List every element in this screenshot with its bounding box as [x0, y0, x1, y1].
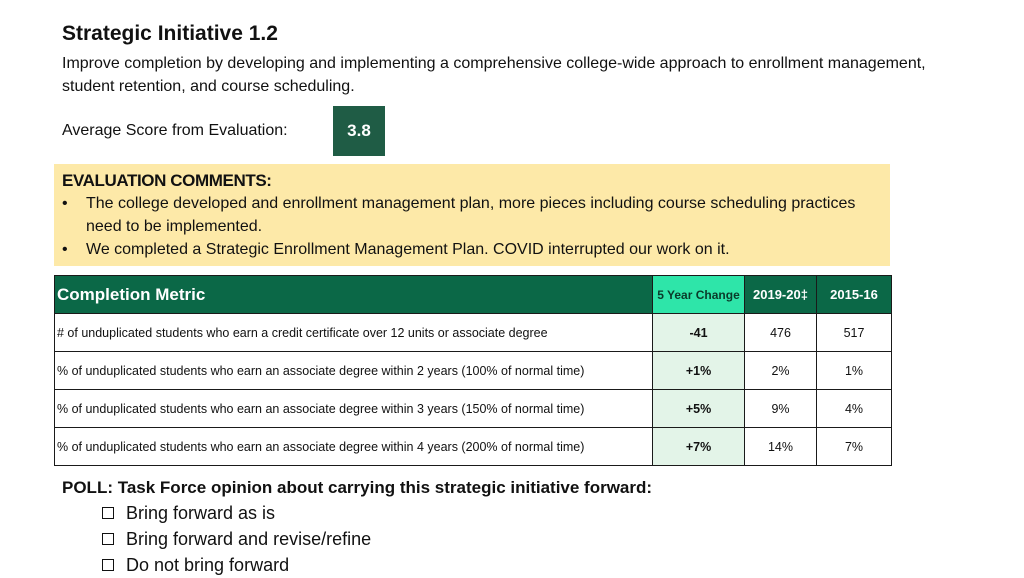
metric-description: # of unduplicated students who earn a credit certificate over 12 units or associate degree: [55, 314, 653, 352]
checkbox-icon[interactable]: [102, 533, 114, 545]
poll-option-label: Bring forward and revise/refine: [126, 529, 372, 549]
table-row: [55, 428, 892, 466]
metric-2019-20: 14%: [745, 428, 817, 466]
metric-5-year-change: +5%: [653, 390, 745, 428]
metric-5-year-change: -41: [653, 314, 745, 352]
header-2015-16: 2015-16: [817, 276, 892, 314]
metric-2019-20: 9%: [745, 390, 817, 428]
table-row: [55, 390, 892, 428]
poll-option-label: Bring forward as is: [126, 503, 276, 523]
initiative-description: Improve completion by developing and implementing a comprehensive college-wide approach to enrollment management, student retention, and course scheduling.: [62, 55, 926, 95]
metric-5-year-change: +1%: [653, 352, 745, 390]
table-header-row: [55, 276, 892, 314]
checkbox-icon[interactable]: [102, 559, 114, 571]
poll-heading: POLL: Task Force opinion about carrying this strategic initiative forward:: [62, 478, 653, 497]
header-5-year-change: 5 Year Change: [653, 276, 745, 314]
table-row: [55, 352, 892, 390]
comments-list: [62, 192, 882, 261]
comment-text: The college developed and enrollment management plan, more pieces including course scheduling practices need to be implemented.: [86, 195, 856, 235]
poll-options: [102, 500, 652, 578]
poll-option-bring-forward-as-is[interactable]: [102, 500, 652, 526]
metric-2019-20: 2%: [745, 352, 817, 390]
metric-2015-16: 7%: [817, 428, 892, 466]
evaluation-comments: [54, 164, 890, 266]
comment-text: We completed a Strategic Enrollment Management Plan. COVID interrupted our work on it.: [86, 241, 730, 258]
metric-2015-16: 4%: [817, 390, 892, 428]
checkbox-icon[interactable]: [102, 507, 114, 519]
score-value: 3.8: [333, 106, 385, 156]
comments-heading: EVALUATION COMMENTS:: [62, 171, 272, 190]
comment-item: [62, 238, 882, 261]
metric-5-year-change: +7%: [653, 428, 745, 466]
bullet-icon: •: [62, 241, 68, 258]
metric-description: % of unduplicated students who earn an associate degree within 4 years (200% of normal time): [55, 428, 653, 466]
table-row: [55, 314, 892, 352]
metric-2019-20: 476: [745, 314, 817, 352]
metric-description: % of unduplicated students who earn an associate degree within 2 years (100% of normal time): [55, 352, 653, 390]
score-label: Average Score from Evaluation:: [62, 122, 288, 139]
poll-option-revise-refine[interactable]: [102, 526, 652, 552]
page-title: Strategic Initiative 1.2: [62, 22, 278, 45]
completion-metrics-table: [54, 275, 892, 466]
comment-item: [62, 192, 882, 238]
poll-option-do-not-bring-forward[interactable]: [102, 552, 652, 578]
metric-2015-16: 517: [817, 314, 892, 352]
poll-section: [62, 476, 652, 578]
header-2019-20: 2019-20‡: [745, 276, 817, 314]
metric-description: % of unduplicated students who earn an associate degree within 3 years (150% of normal time): [55, 390, 653, 428]
poll-option-label: Do not bring forward: [126, 555, 290, 575]
metric-2015-16: 1%: [817, 352, 892, 390]
header-completion-metric: Completion Metric: [55, 276, 653, 314]
bullet-icon: •: [62, 195, 68, 212]
